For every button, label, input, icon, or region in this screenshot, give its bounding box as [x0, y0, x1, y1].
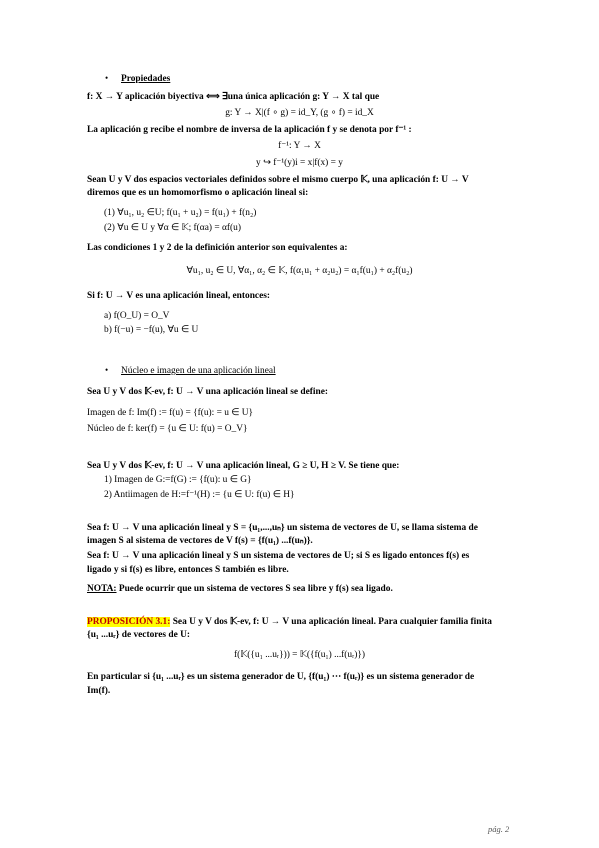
text-line: Las condiciones 1 y 2 de la definición anterior son equivalentes a:	[87, 243, 348, 253]
text-line: Sea U y V dos 𝕂-ev, f: U → V una aplicación lineal, G ≥ U, H ≥ V. Se tiene que:	[87, 461, 400, 471]
text-line: Sea f: U → V una aplicación lineal y S un sistema de vectores de U; si S es ligado entonces f(s) es	[87, 551, 470, 561]
proposition-text: Sea U y V dos 𝕂-ev, f: U → V una aplicación lineal. Para cualquier familia finita	[170, 617, 492, 627]
text-line: Sea f: U → V una aplicación lineal y S = {u₁,...,uₙ} un sistema de vectores de U, se llama sistema de	[87, 523, 478, 533]
text-line: Im(f).	[87, 686, 111, 696]
kernel-definition: Núcleo de f: ker(f) = {u ∈ U: f(u) = O_V}	[87, 424, 248, 434]
text-line: diremos que es un homomorfismo o aplicación lineal si:	[87, 188, 309, 198]
section-title-kernel-image: Núcleo e imagen de una aplicación lineal	[121, 366, 276, 376]
section-title-properties: Propiedades	[121, 74, 171, 84]
text-line: imagen S al sistema de vectores de V f(s) = {f(u₁) ...f(uₙ)}.	[87, 536, 313, 546]
text-line: En particular si {u₁ ...uᵣ} es un sistema generador de U, {f(u₁) ⋯ f(uᵣ)} es un sistema generador de	[87, 672, 475, 682]
proposition	[87, 616, 492, 628]
text-line: La aplicación g recibe el nombre de inversa de la aplicación f y se denota por f⁻¹ :	[87, 125, 412, 135]
note	[87, 583, 393, 595]
antiimage-of-h: 2) Antiimagen de H:=f⁻¹(H) := {u ∈ U: f(u) ∈ H}	[104, 490, 295, 500]
proposition-label: PROPOSICIÓN 3.1:	[87, 617, 171, 627]
page-number: pág. 2	[488, 824, 510, 834]
text-line: f: X → Y aplicación biyectiva ⟺ ∃una única aplicación g: Y → X tal que	[87, 92, 380, 102]
formula: ∀u₁, u₂ ∈ U, ∀α₁, α₂ ∈ 𝕂, f(α₁u₁ + α₂u₂) = α₁f(u₁) + α₂f(u₂)	[186, 266, 413, 276]
property-b: b) f(−u) = −f(u), ∀u ∈ U	[104, 325, 199, 335]
text-line: Sean U y V dos espacios vectoriales definidos sobre el mismo cuerpo 𝕂, una aplicación f: U → V	[87, 175, 469, 185]
formula: g: Y → X|(f ∘ g) = id_Y, (g ∘ f) = id_X	[225, 108, 374, 118]
bullet: •	[105, 73, 109, 83]
property-a: a) f(O_U) = O_V	[104, 311, 170, 321]
text-line: Si f: U → V es una aplicación lineal, entonces:	[87, 291, 270, 301]
image-of-g: 1) Imagen de G:=f(G) := {f(u): u ∈ G}	[104, 475, 252, 485]
formula: f(𝕂({u₁ ...uᵣ})) = 𝕂({f(u₁) ...f(uᵣ)})	[233, 650, 365, 660]
text-line: ligado y si f(s) es libre, entonces S también es libre.	[87, 565, 289, 575]
condition-2: (2) ∀u ∈ U y ∀α ∈ 𝕂; f(αa) = αf(u)	[104, 223, 241, 233]
bullet: •	[105, 365, 109, 375]
condition-1: (1) ∀u₁, u₂ ∈U; f(u₁ + u₂) = f(u₁) + f(n₂)	[104, 208, 257, 218]
formula: f⁻¹: Y → X	[278, 141, 321, 151]
text-line: {u₁ ...uᵣ} de vectores de U:	[87, 630, 191, 640]
formula: y ↪ f⁻¹(y)i = x|f(x) = y	[256, 158, 343, 168]
note-label: NOTA:	[87, 584, 117, 594]
text-line: Sea U y V dos 𝕂-ev, f: U → V una aplicación lineal se define:	[87, 387, 329, 397]
image-definition: Imagen de f: Im(f) := f(u) = {f(u): = u ∈ U}	[87, 408, 254, 418]
note-text: Puede ocurrir que un sistema de vectores S sea libre y f(s) sea ligado.	[116, 584, 393, 594]
